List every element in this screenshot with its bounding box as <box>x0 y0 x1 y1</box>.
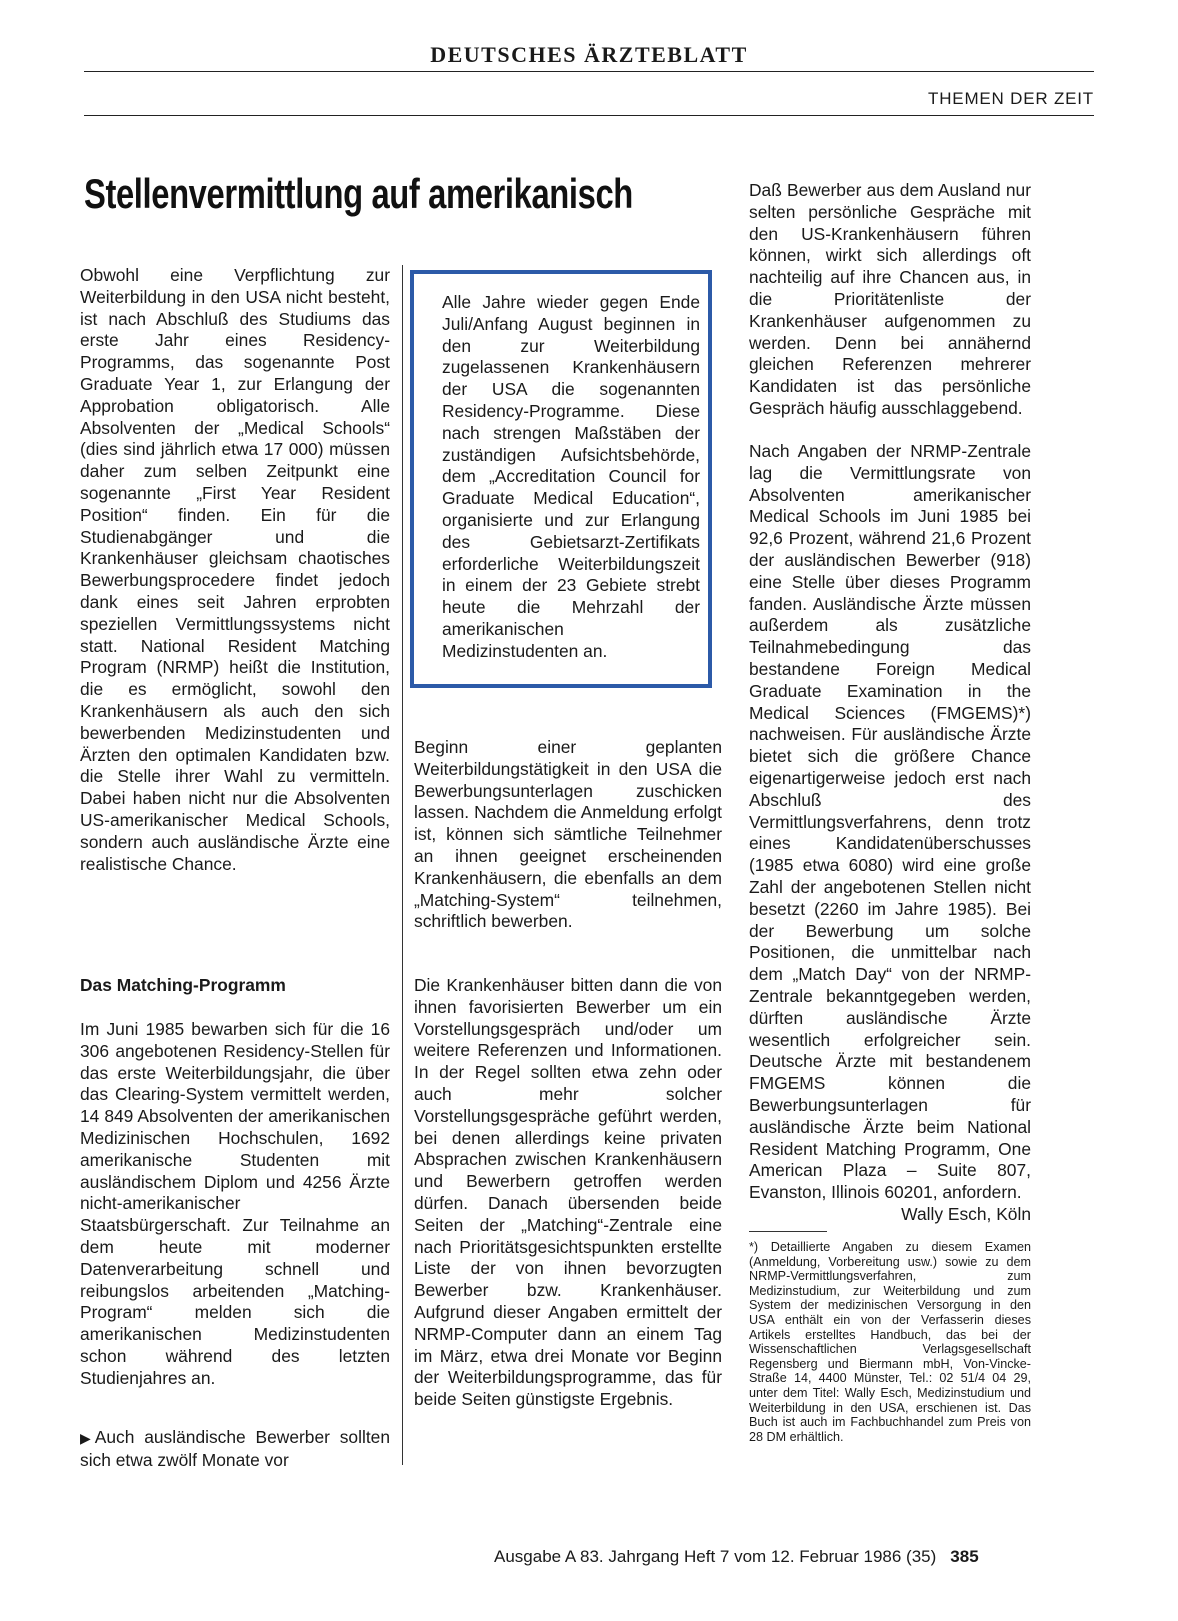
column-divider <box>402 265 403 1465</box>
issue-info: Ausgabe A 83. Jahrgang Heft 7 vom 12. Februar 1986 (35) <box>494 1547 937 1566</box>
masthead: DEUTSCHES ÄRZTEBLATT <box>430 42 748 67</box>
paragraph-intro: Obwohl eine Verpflichtung zur Weiterbildung in den USA nicht besteht, ist nach Abschluß des Studiums das erste Jahr eines Residency-Programms, das sogenannte Post Graduate Year 1, zur Erlangung der Approbation obligatorisch. Alle Absolventen der „Medical Schools“ (dies sind jährlich etwa 17 000) müssen daher zum selben Zeitpunkt eine sogenannte „First Year Resident Position“ finden. Ein für die Studienabgänger und die Krankenhäuser gleichsam chaotisches Bewerbungsprocedere findet jedoch dank eines seit Jahren erprobten speziellen Vermittlungssystems nicht statt. National Resident Matching Program (NRMP) heißt die Institution, die es ermöglicht, sowohl den Krankenhäusern als auch den sich bewerbenden Medizinstudenten und Ärzten den optimalen Kandidaten bzw. die Stelle ihrer Wahl zu vermitteln. Dabei haben nicht nur die Absolventen US-amerikanischer Medical Schools, sondern auch ausländische Ärzte eine realistische Chance. <box>80 265 390 874</box>
arrow-bullet-icon: ▶ <box>80 1430 91 1446</box>
info-box <box>410 270 712 688</box>
section-label: THEMEN DER ZEIT <box>928 89 1094 108</box>
paragraph-application: Beginn einer geplanten Weiterbildungstätigkeit in den USA die Bewerbungsunterlagen zuschicken lassen. Nachdem die Anmeldung erfolgt ist, können sich sämtliche Teilnehmer an ihnen geeignet erscheinenden Krankenhäusern, die ebenfalls an dem „Matching-System“ teilnehmen, schriftlich bewerben. <box>414 737 722 932</box>
info-box-text: Alle Jahre wieder gegen Ende Juli/Anfang August beginnen in den zur Weiterbildung zugelassenen Krankenhäusern der USA die sogenannten Residency-Programme. Diese nach strengen Maßstäben der zuständigen Aufsichtsbehörde, dem „Accreditation Council for Graduate Medical Education“, organisierte und zur Erlangung des Gebietsarzt-Zertifikats erforderliche Weiterbildungszeit in einem der 23 Gebiete strebt heute die Mehrzahl der amerikanischen Medizinstudenten an. <box>442 292 700 661</box>
author-signature: Wally Esch, Köln <box>901 1203 1031 1224</box>
article-title: Stellenvermittlung auf amerikanisch <box>84 170 633 217</box>
paragraph-statistics <box>749 441 1031 1226</box>
footnote-rule <box>749 1231 827 1232</box>
paragraph-personal-interview: Daß Bewerber aus dem Ausland nur selten persönliche Gespräche mit den US-Krankenhäusern führen können, wirkt sich allerdings oft nachteilig auf ihre Chancen aus, in die Prioritätenliste der Krankenhäuser aufgenommen zu werden. Denn bei annähernd gleichen Referenzen mehrerer Kandidaten ist das persönliche Gespräch häufig ausschlaggebend. <box>749 180 1031 418</box>
masthead-rule <box>84 71 1094 72</box>
subheading: Das Matching-Programm <box>80 975 286 995</box>
page-footer <box>494 1547 979 1567</box>
footnote: *) Detaillierte Angaben zu diesem Examen (Anmeldung, Vorbereitung usw.) sowie zu dem NRMP-Vermittlungsverfahren, zum Medizinstudium, zur Weiterbildung und zum System der medizinischen Versorgung in den USA enthält ein von der Verfasserin dieses Artikels erstelltes Handbuch, das bei der Wissenschaftlichen Verlagsgesellschaft Regensberg und Biermann mbH, Von-Vincke-Straße 14, 4400 Münster, Tel.: 02 51/4 04 29, unter dem Titel: Wally Esch, Medizinstudium und Weiterbildung in den USA, erschienen ist. Das Buch ist auch im Fachbuchhandel zum Preis von 28 DM erhältlich. <box>749 1240 1031 1444</box>
paragraph-foreign-applicants <box>80 1427 390 1472</box>
paragraph-foreign-text: Auch ausländische Bewerber sollten sich etwa zwölf Monate vor <box>80 1427 390 1470</box>
paragraph-matching: Im Juni 1985 bewarben sich für die 16 306 angebotenen Residency-Stellen für das erste Weiterbildungsjahr, die über das Clearing-System vermittelt werden, 14 849 Absolventen der amerikanischen Medizinischen Hochschulen, 1692 amerikanische Studenten mit ausländischem Diplom und 4256 Ärzte nicht-amerikanischer Staatsbürgerschaft. Zur Teilnahme an dem heute mit moderner Datenverarbeitung schnell und reibungslos arbeitenden „Matching-Program“ melden sich die amerikanischen Medizinstudenten schon während des letzten Studienjahres an. <box>80 1019 390 1388</box>
page-number: 385 <box>950 1547 979 1566</box>
section-rule <box>84 115 1094 116</box>
paragraph-interviews: Die Krankenhäuser bitten dann die von ihnen favorisierten Bewerber um ein Vorstellungsgespräch und/oder um weitere Referenzen und Informationen. In der Regel sollten etwa zehn oder auch mehr solcher Vorstellungsgespräche geführt werden, bei denen allerdings keine privaten Absprachen zwischen Krankenhäusern und Bewerbern getroffen werden dürfen. Danach übersenden beide Seiten der „Matching“-Zentrale eine nach Prioritätsgesichtspunkten erstellte Liste der von ihnen bevorzugten Bewerber bzw. Krankenhäuser. Aufgrund dieser Angaben ermittelt der NRMP-Computer dann an einem Tag im März, etwa drei Monate vor Beginn der Weiterbildungsprogramme, das für beide Seiten günstigste Ergebnis. <box>414 975 722 1410</box>
paragraph-statistics-text: Nach Angaben der NRMP-Zentrale lag die Vermittlungsrate von Absolventen amerikanischer Medical Schools im Juni 1985 bei 92,6 Prozent, während 21,6 Prozent der ausländischen Bewerber (918) eine Stelle über dieses Programm fanden. Ausländische Ärzte müssen außerdem als zusätzliche Teilnahmebedingung das bestandene Foreign Medical Graduate Examination in the Medical Sciences (FMGEMS)*) nachweisen. Für ausländische Ärzte bietet sich die größere Chance eigenartigerweise jedoch erst nach Abschluß des Vermittlungsverfahrens, denn trotz eines Kandidatenüberschusses (1985 etwa 6080) wird eine große Zahl der angebotenen Stellen nicht besetzt (2260 im Jahre 1985). Bei der Bewerbung um solche Positionen, die unmittelbar nach dem „Match Day“ von der NRMP-Zentrale bekanntgegeben werden, dürften ausländische Ärzte wesentlich erfolgreicher sein. Deutsche Ärzte mit bestandenem FMGEMS können die Bewerbungsunterlagen für ausländische Ärzte beim National Resident Matching Programm, One American Plaza – Suite 807, Evanston, Illinois 60201, anfordern. <box>749 441 1031 1203</box>
